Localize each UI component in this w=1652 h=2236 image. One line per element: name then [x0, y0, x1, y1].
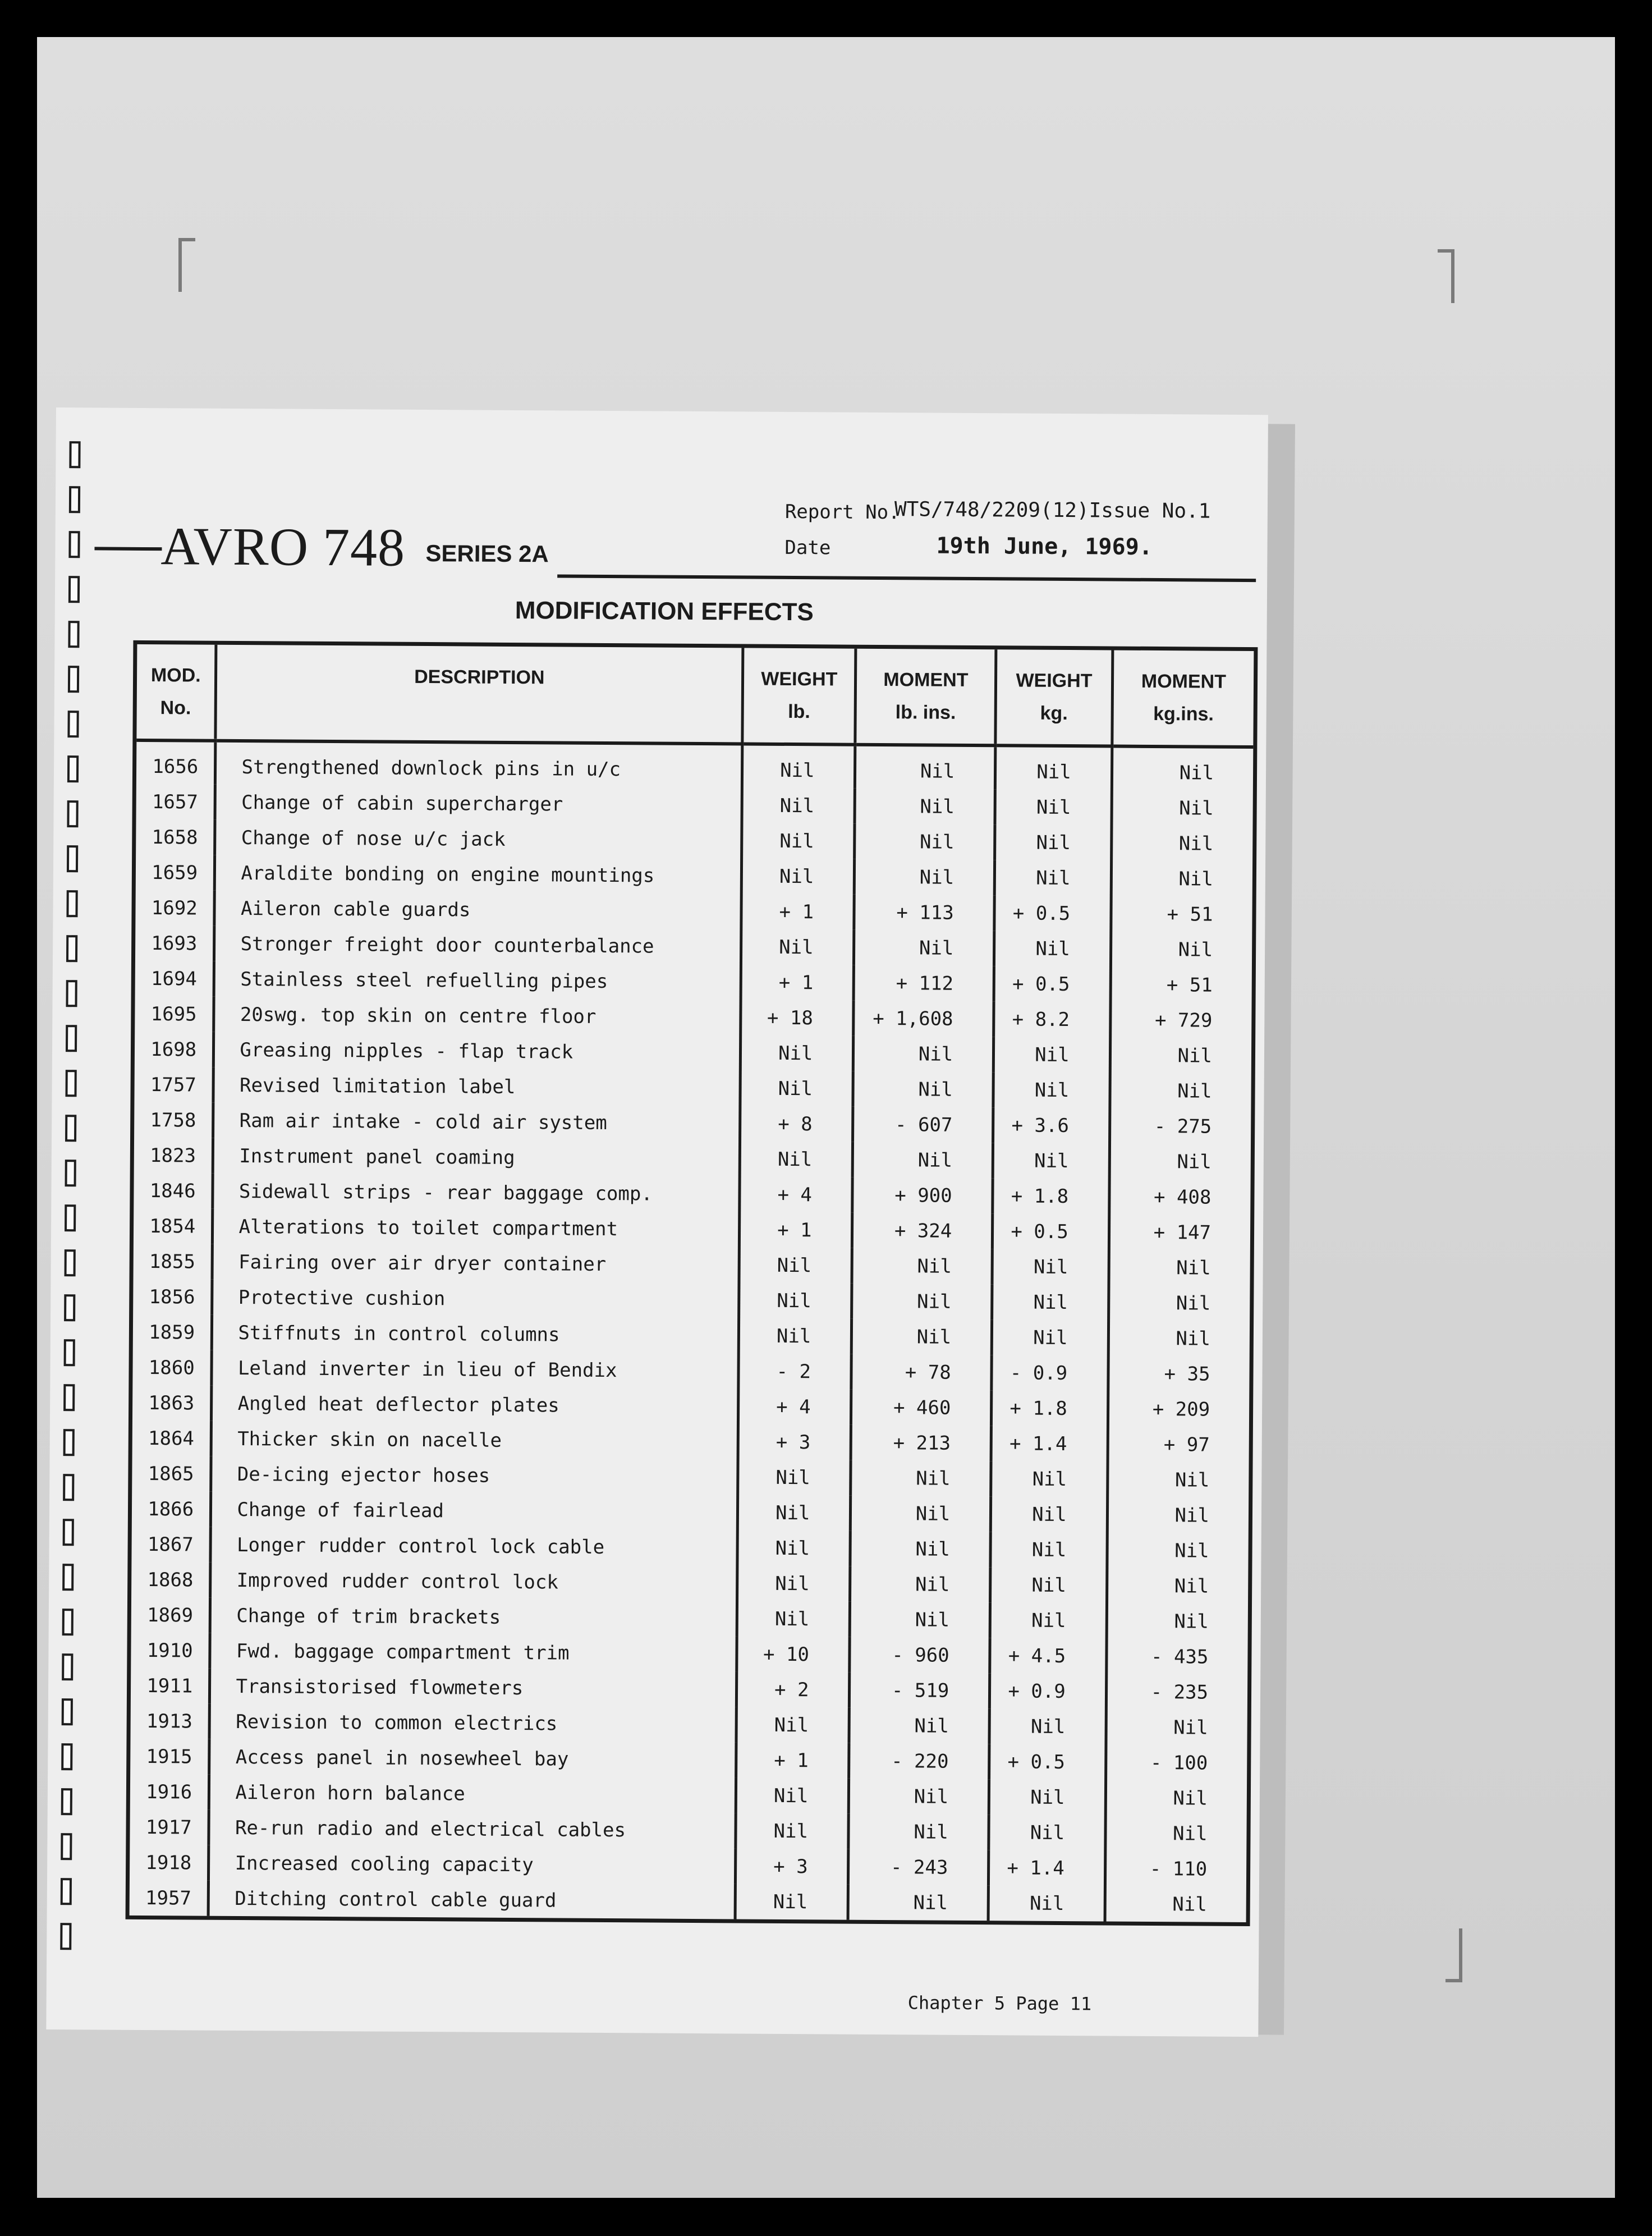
moment-kgins-cell: Nil	[1111, 826, 1252, 862]
weight-kg-cell: + 0.5	[993, 1213, 1109, 1249]
report-label: Report No.	[784, 500, 900, 524]
weight-kg-cell: Nil	[993, 1143, 1109, 1179]
weight-lb-cell: Nil	[739, 1247, 852, 1283]
description-cell: Increased cooling capacity	[209, 1845, 736, 1884]
weight-kg-cell: + 3.6	[993, 1107, 1110, 1143]
binding-hole	[65, 1160, 76, 1186]
mod-number-cell: 1910	[146, 1639, 193, 1662]
moment-kgins-cell: Nil	[1107, 1497, 1249, 1533]
series-title: AVRO 748	[160, 516, 406, 578]
table-header-row	[136, 644, 1254, 747]
binding-hole	[65, 1115, 76, 1142]
col-header-description	[215, 645, 743, 744]
moment-kgins-cell: + 51	[1111, 896, 1252, 932]
col-header-moment-kgins-line2: kg.ins.	[1153, 703, 1214, 725]
col-header-moment-lbins-line2: lb. ins.	[895, 702, 956, 723]
moment-lbins-cell: + 1,608	[853, 1001, 994, 1037]
description-cell: Protective cushion	[212, 1280, 739, 1318]
moment-lbins-cell: - 607	[853, 1107, 993, 1143]
weight-lb-cell: + 1	[739, 1212, 852, 1248]
weight-lb-cell: Nil	[741, 929, 855, 965]
weight-kg-cell: Nil	[989, 1708, 1106, 1744]
moment-lbins-cell: + 324	[852, 1213, 993, 1249]
moment-lbins-cell: Nil	[848, 1885, 989, 1921]
description-cell: Transistorised flowmeters	[210, 1669, 737, 1707]
moment-kgins-cell: - 110	[1105, 1850, 1246, 1887]
weight-lb-cell: Nil	[740, 1070, 853, 1106]
weight-lb-cell: + 1	[741, 894, 855, 929]
binding-hole	[67, 755, 79, 782]
moment-kgins-cell: Nil	[1110, 1037, 1251, 1074]
mod-number-cell: 1758	[150, 1108, 196, 1132]
mod-number-cell: 1867	[147, 1533, 194, 1556]
weight-lb-cell: + 8	[740, 1106, 853, 1142]
moment-kgins-cell: Nil	[1111, 861, 1252, 897]
crop-mark-bottom-right	[1446, 1928, 1462, 1982]
moment-lbins-cell: - 243	[848, 1849, 989, 1886]
mod-number-cell: 1918	[145, 1851, 192, 1875]
description-cell: Angled heat deflector plates	[212, 1386, 738, 1424]
moment-lbins-cell: Nil	[855, 824, 995, 860]
moment-lbins-cell: - 960	[850, 1637, 990, 1674]
moment-kgins-cell: Nil	[1107, 1568, 1248, 1604]
description-cell: De-icing ejector hoses	[211, 1456, 738, 1495]
col-header-weight-kg-line2: kg.	[1040, 702, 1068, 725]
binding-hole	[68, 621, 79, 648]
weight-kg-cell: - 0.9	[992, 1355, 1108, 1391]
table-row	[136, 740, 1253, 791]
moment-lbins-cell: Nil	[849, 1779, 989, 1815]
moment-lbins-cell: Nil	[851, 1496, 991, 1532]
moment-kgins-cell: - 275	[1109, 1108, 1251, 1144]
description-cell: Leland inverter in lieu of Bendix	[212, 1350, 738, 1389]
weight-kg-cell: Nil	[992, 1249, 1109, 1285]
binding-hole	[66, 980, 77, 1007]
weight-kg-cell: + 1.4	[989, 1850, 1105, 1886]
moment-kgins-cell: Nil	[1107, 1461, 1249, 1498]
moment-kgins-cell: Nil	[1107, 1532, 1249, 1569]
weight-kg-cell: Nil	[995, 789, 1112, 825]
mod-number-cell: 1692	[151, 896, 198, 920]
binding-hole	[63, 1474, 74, 1501]
binding-hole	[62, 1653, 73, 1680]
weight-lb-cell: Nil	[742, 823, 855, 859]
mod-number-cell: 1865	[148, 1462, 194, 1486]
moment-kgins-cell: Nil	[1105, 1815, 1247, 1852]
binding-hole	[63, 1429, 75, 1456]
mod-number-cell: 1657	[152, 790, 199, 814]
moment-kgins-cell: - 235	[1106, 1674, 1247, 1710]
binding-hole	[61, 1743, 72, 1770]
weight-lb-cell: Nil	[738, 1459, 851, 1495]
binding-hole	[61, 1833, 72, 1860]
moment-lbins-cell: Nil	[853, 1036, 994, 1073]
description-cell: Stainless steel refuelling pipes	[214, 961, 741, 1000]
header-rule	[557, 574, 1256, 582]
moment-kgins-cell: Nil	[1109, 1143, 1251, 1180]
weight-kg-cell: Nil	[988, 1885, 1105, 1921]
mod-number-cell: 1823	[150, 1144, 196, 1167]
description-cell: Ram air intake - cold air system	[213, 1103, 740, 1142]
binding-hole	[63, 1519, 74, 1546]
binding-hole	[62, 1564, 74, 1591]
description-cell: Change of nose u/c jack	[215, 820, 742, 859]
description-cell: Ditching control cable guard	[209, 1881, 736, 1919]
binding-hole	[68, 531, 80, 558]
table-row	[130, 1880, 1246, 1922]
moment-kgins-cell: + 729	[1110, 1002, 1251, 1038]
moment-lbins-cell: Nil	[851, 1460, 991, 1497]
moment-lbins-cell: - 519	[850, 1673, 990, 1709]
weight-lb-cell: + 4	[740, 1176, 853, 1212]
weight-lb-cell: - 2	[738, 1353, 852, 1389]
mod-number-cell: 1911	[146, 1674, 193, 1698]
weight-lb-cell: Nil	[737, 1530, 851, 1566]
mod-number-cell: 1856	[149, 1285, 195, 1309]
weight-kg-cell: Nil	[995, 745, 1112, 790]
binding-hole	[66, 1025, 77, 1052]
mod-number-cell: 1846	[149, 1179, 196, 1203]
weight-lb-cell: Nil	[740, 1035, 853, 1071]
mod-number-cell: 1860	[148, 1356, 195, 1380]
description-cell: Re-run radio and electrical cables	[209, 1810, 736, 1849]
page-footer: Chapter 5 Page 11	[907, 1992, 1092, 2015]
moment-lbins-cell: + 112	[854, 965, 994, 1002]
description-cell: Stronger freight door counterbalance	[214, 926, 741, 965]
weight-lb-cell: Nil	[737, 1495, 851, 1531]
binding-hole	[65, 1204, 76, 1231]
moment-lbins-cell: Nil	[855, 789, 995, 825]
binding-hole	[61, 1788, 72, 1815]
binding-hole	[67, 800, 78, 827]
weight-lb-cell: Nil	[736, 1813, 849, 1849]
moment-lbins-cell: Nil	[850, 1602, 990, 1638]
moment-kgins-cell: Nil	[1107, 1603, 1248, 1639]
weight-kg-cell: + 8.2	[994, 1001, 1110, 1037]
moment-kgins-cell: Nil	[1106, 1709, 1247, 1745]
binding-hole	[65, 1070, 76, 1097]
moment-lbins-cell: Nil	[850, 1566, 990, 1603]
page-title: MODIFICATION EFFECTS	[515, 597, 814, 626]
crop-mark-top-left	[178, 238, 195, 292]
col-header-weight-lb	[742, 648, 856, 744]
moment-kgins-cell: + 408	[1109, 1179, 1250, 1215]
moment-lbins-cell: Nil	[848, 1814, 989, 1850]
weight-kg-cell: Nil	[994, 1037, 1110, 1073]
col-header-moment-lbins	[855, 649, 996, 746]
moment-kgins-cell: Nil	[1112, 746, 1253, 791]
weight-kg-cell: Nil	[989, 1815, 1105, 1850]
date-label: Date	[784, 536, 831, 560]
mod-number-cell: 1868	[147, 1568, 194, 1592]
col-header-weight-kg-line1: WEIGHT	[1016, 670, 1093, 692]
weight-lb-cell: + 3	[738, 1424, 851, 1460]
weight-kg-cell: + 0.5	[994, 895, 1111, 931]
binding-hole	[61, 1878, 72, 1905]
description-cell: Access panel in nosewheel bay	[209, 1739, 736, 1778]
binding-hole	[67, 845, 78, 872]
weight-kg-cell: Nil	[990, 1532, 1107, 1568]
mod-number-cell: 1913	[146, 1710, 193, 1733]
weight-lb-cell: Nil	[736, 1777, 849, 1813]
moment-kgins-cell: + 147	[1109, 1214, 1250, 1250]
weight-kg-cell: + 1.8	[993, 1178, 1109, 1214]
weight-lb-cell: Nil	[738, 1318, 852, 1354]
weight-lb-cell: Nil	[736, 1707, 850, 1743]
mod-number-cell: 1859	[149, 1321, 195, 1344]
weight-lb-cell: + 4	[738, 1389, 852, 1424]
weight-lb-cell: + 2	[736, 1671, 850, 1707]
binding-hole	[64, 1294, 75, 1321]
col-header-mod-line2: No.	[160, 697, 191, 719]
description-cell: Sidewall strips - rear baggage comp.	[213, 1174, 740, 1212]
mod-number-cell: 1659	[152, 861, 198, 885]
moment-lbins-cell: - 220	[849, 1743, 989, 1780]
moment-lbins-cell: Nil	[849, 1708, 989, 1744]
moment-kgins-cell: - 435	[1106, 1638, 1247, 1675]
series-subtitle: SERIES 2A	[425, 540, 549, 567]
weight-lb-cell: Nil	[735, 1884, 848, 1919]
weight-lb-cell: Nil	[740, 1141, 853, 1177]
mod-number-cell: 1694	[150, 967, 198, 991]
mod-number-cell: 1695	[150, 1002, 197, 1026]
moment-lbins-cell: Nil	[853, 1071, 993, 1108]
binding-hole	[66, 890, 77, 917]
weight-lb-cell: Nil	[737, 1565, 851, 1601]
moment-lbins-cell: Nil	[855, 745, 995, 790]
mod-number-cell: 1693	[151, 932, 198, 955]
mod-number-cell: 1854	[149, 1215, 196, 1238]
binding-hole	[68, 576, 80, 603]
weight-lb-cell: + 10	[737, 1636, 850, 1672]
weight-kg-cell: Nil	[995, 824, 1112, 860]
mod-number-cell: 1957	[145, 1886, 192, 1910]
weight-kg-cell: Nil	[991, 1496, 1108, 1532]
weight-kg-cell: + 0.9	[990, 1673, 1107, 1709]
description-cell: Revision to common electrics	[209, 1704, 736, 1743]
weight-lb-cell: Nil	[742, 787, 855, 823]
description-cell: Improved rudder control lock	[210, 1563, 737, 1601]
mod-number-cell: 1658	[152, 826, 198, 849]
col-header-mod	[136, 644, 216, 741]
binding-hole	[65, 1249, 76, 1276]
moment-lbins-cell: + 460	[851, 1390, 992, 1426]
binding-holes	[57, 441, 88, 1956]
col-header-weight-lb-line2: lb.	[788, 700, 810, 723]
moment-kgins-cell: Nil	[1110, 1073, 1251, 1109]
crop-mark-top-right	[1438, 249, 1454, 303]
weight-kg-cell: Nil	[990, 1567, 1107, 1603]
weight-kg-cell: Nil	[991, 1461, 1108, 1497]
moment-lbins-cell: Nil	[853, 1142, 993, 1179]
moment-kgins-cell: Nil	[1112, 790, 1253, 827]
description-cell: Greasing nipples - flap track	[214, 1032, 741, 1071]
binding-hole	[69, 486, 80, 513]
weight-kg-cell: Nil	[990, 1602, 1107, 1638]
weight-kg-cell: Nil	[993, 1072, 1110, 1108]
description-cell: 20swg. top skin on centre floor	[214, 997, 741, 1035]
weight-lb-cell: + 1	[736, 1742, 850, 1778]
moment-kgins-cell: Nil	[1108, 1285, 1250, 1321]
description-cell: Change of fairlead	[211, 1492, 738, 1531]
moment-kgins-cell: + 97	[1108, 1426, 1249, 1463]
mod-number-cell: 1757	[150, 1073, 196, 1097]
moment-lbins-cell: + 900	[852, 1177, 993, 1214]
moment-kgins-cell: Nil	[1110, 931, 1252, 968]
mod-number-cell: 1863	[148, 1391, 195, 1415]
description-cell: Revised limitation label	[213, 1067, 740, 1106]
description-cell: Fairing over air dryer container	[212, 1244, 739, 1283]
mod-number-cell: 1656	[152, 755, 199, 778]
binding-hole	[66, 935, 77, 962]
col-header-moment-kgins-line1: MOMENT	[1141, 670, 1227, 693]
weight-lb-cell: + 1	[741, 964, 854, 1000]
description-cell: Strengthened downlock pins in u/c	[215, 741, 742, 788]
binding-hole	[69, 441, 80, 468]
report-date: 19th June, 1969.	[936, 533, 1153, 560]
weight-lb-cell: Nil	[742, 744, 855, 788]
description-cell: Stiffnuts in control columns	[212, 1315, 739, 1354]
binding-hole	[67, 711, 79, 737]
moment-lbins-cell: Nil	[852, 1319, 992, 1355]
moment-kgins-cell: + 51	[1110, 966, 1252, 1003]
weight-kg-cell: Nil	[992, 1319, 1108, 1355]
description-cell: Instrument panel coaming	[213, 1138, 740, 1177]
moment-kgins-cell: - 100	[1105, 1744, 1247, 1781]
mod-number-cell: 1917	[145, 1816, 192, 1839]
mod-number-cell: 1698	[150, 1038, 197, 1061]
description-cell: Araldite bonding on engine mountings	[215, 855, 742, 894]
weight-kg-cell: + 0.5	[994, 966, 1110, 1002]
description-cell: Thicker skin on nacelle	[212, 1421, 738, 1460]
document-page	[46, 407, 1268, 2037]
moment-kgins-cell: Nil	[1105, 1780, 1247, 1816]
binding-hole	[63, 1384, 75, 1411]
weight-kg-cell: Nil	[994, 931, 1111, 966]
mod-number-cell: 1916	[146, 1780, 192, 1804]
binding-hole	[64, 1339, 75, 1366]
moment-lbins-cell: + 113	[854, 895, 994, 931]
mod-number-cell: 1915	[146, 1745, 192, 1768]
weight-kg-cell: Nil	[992, 1284, 1109, 1320]
mod-number-cell: 1855	[149, 1250, 196, 1273]
col-header-moment-lbins-line1: MOMENT	[883, 669, 969, 691]
report-number: WTS/748/2209(12)Issue No.1	[894, 498, 1211, 523]
weight-kg-cell: + 1.8	[992, 1390, 1108, 1426]
moment-kgins-cell: Nil	[1105, 1886, 1246, 1922]
moment-kgins-cell: Nil	[1109, 1249, 1250, 1286]
col-header-mod-line1: MOD.	[150, 665, 201, 686]
description-cell: Change of cabin supercharger	[215, 785, 742, 823]
moment-lbins-cell: Nil	[850, 1531, 990, 1568]
weight-kg-cell: + 4.5	[990, 1638, 1107, 1674]
description-cell: Change of trim brackets	[210, 1598, 737, 1637]
mod-number-cell: 1869	[147, 1603, 194, 1627]
weight-lb-cell: + 18	[741, 1000, 854, 1035]
moment-lbins-cell: Nil	[854, 930, 994, 966]
modification-table	[126, 640, 1258, 1926]
col-header-weight-kg	[995, 649, 1112, 746]
description-cell: Longer rudder control lock cable	[210, 1527, 737, 1566]
description-cell: Aileron horn balance	[209, 1775, 736, 1813]
weight-kg-cell: + 0.5	[989, 1744, 1106, 1780]
moment-lbins-cell: + 78	[851, 1354, 992, 1391]
binding-hole	[60, 1923, 71, 1950]
weight-kg-cell: Nil	[989, 1779, 1105, 1815]
moment-lbins-cell: + 213	[851, 1425, 992, 1461]
binding-hole	[62, 1698, 73, 1725]
weight-lb-cell: Nil	[741, 858, 855, 894]
mod-number-cell: 1864	[148, 1427, 195, 1450]
title-lead-rule	[94, 547, 162, 551]
moment-kgins-cell: Nil	[1108, 1320, 1250, 1357]
description-cell: Fwd. baggage compartment trim	[210, 1633, 737, 1672]
description-cell: Aileron cable guards	[214, 891, 741, 929]
col-header-description-label: DESCRIPTION	[414, 666, 545, 689]
moment-lbins-cell: Nil	[855, 859, 995, 896]
mod-number-cell: 1866	[148, 1497, 194, 1521]
weight-lb-cell: + 3	[736, 1848, 849, 1884]
col-header-moment-kgins	[1112, 650, 1254, 748]
description-cell: Alterations to toilet compartment	[213, 1209, 740, 1248]
weight-kg-cell: Nil	[994, 860, 1111, 896]
moment-kgins-cell: + 35	[1108, 1355, 1250, 1392]
weight-lb-cell: Nil	[739, 1282, 852, 1318]
binding-hole	[68, 666, 79, 693]
binding-hole	[62, 1609, 74, 1635]
weight-kg-cell: + 1.4	[991, 1426, 1108, 1461]
moment-lbins-cell: Nil	[852, 1248, 992, 1285]
moment-kgins-cell: + 209	[1108, 1391, 1249, 1427]
moment-lbins-cell: Nil	[852, 1284, 992, 1320]
col-header-weight-lb-line1: WEIGHT	[761, 668, 838, 690]
weight-lb-cell: Nil	[737, 1601, 850, 1637]
